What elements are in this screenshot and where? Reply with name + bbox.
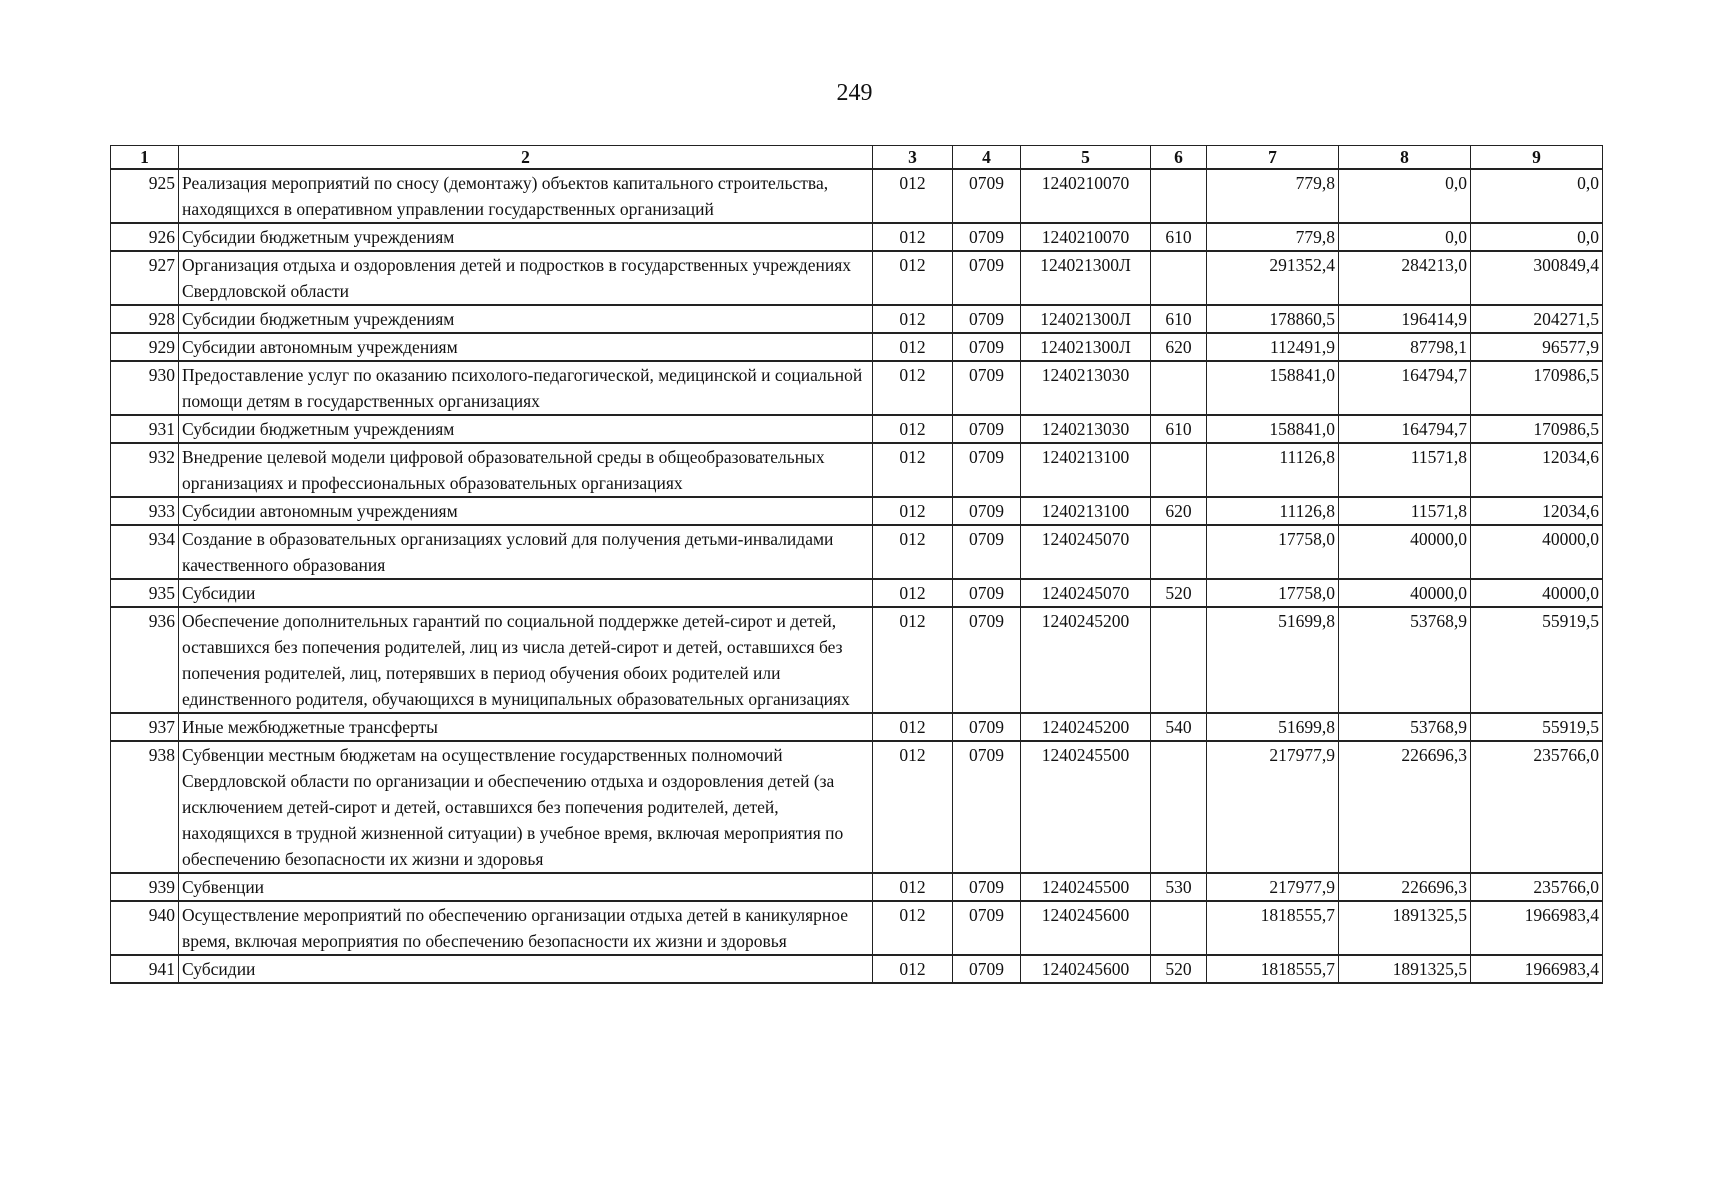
cell-expense-type: 620	[1151, 497, 1207, 525]
cell-expense-type	[1151, 169, 1207, 223]
cell-chapter: 012	[873, 873, 953, 901]
cell-section: 0709	[953, 415, 1021, 443]
cell-target-article: 124021300Л	[1021, 251, 1151, 305]
row-name: Субсидии бюджетным учреждениям	[179, 305, 873, 333]
row-number: 937	[111, 713, 179, 741]
budget-table	[110, 145, 1603, 984]
cell-target-article: 1240213100	[1021, 443, 1151, 497]
cell-amount-7: 291352,4	[1207, 251, 1339, 305]
header-row	[111, 146, 1603, 170]
cell-amount-7: 158841,0	[1207, 415, 1339, 443]
cell-amount-7: 178860,5	[1207, 305, 1339, 333]
cell-section: 0709	[953, 251, 1021, 305]
cell-target-article: 1240245200	[1021, 713, 1151, 741]
cell-section: 0709	[953, 361, 1021, 415]
table-row	[111, 361, 1603, 415]
row-name: Реализация мероприятий по сносу (демонтажу) объектов капитального строительства, находящихся в оперативном управлении государственных организаций	[179, 169, 873, 223]
cell-amount-9: 40000,0	[1471, 579, 1603, 607]
row-name: Организация отдыха и оздоровления детей и подростков в государственных учреждениях Свердловской области	[179, 251, 873, 305]
row-number: 930	[111, 361, 179, 415]
cell-amount-7: 779,8	[1207, 169, 1339, 223]
cell-expense-type	[1151, 361, 1207, 415]
cell-expense-type: 610	[1151, 223, 1207, 251]
table-body	[111, 169, 1603, 983]
cell-chapter: 012	[873, 713, 953, 741]
row-name: Иные межбюджетные трансферты	[179, 713, 873, 741]
cell-amount-9: 12034,6	[1471, 497, 1603, 525]
cell-amount-9: 1966983,4	[1471, 955, 1603, 983]
row-number: 929	[111, 333, 179, 361]
col-header-4: 4	[953, 146, 1021, 170]
cell-section: 0709	[953, 305, 1021, 333]
cell-amount-8: 87798,1	[1339, 333, 1471, 361]
row-number: 925	[111, 169, 179, 223]
cell-target-article: 1240213030	[1021, 415, 1151, 443]
cell-section: 0709	[953, 607, 1021, 713]
cell-expense-type	[1151, 607, 1207, 713]
cell-chapter: 012	[873, 579, 953, 607]
col-header-6: 6	[1151, 146, 1207, 170]
cell-target-article: 1240245070	[1021, 525, 1151, 579]
cell-target-article: 1240210070	[1021, 223, 1151, 251]
row-name: Субсидии бюджетным учреждениям	[179, 223, 873, 251]
col-header-9: 9	[1471, 146, 1603, 170]
cell-amount-8: 11571,8	[1339, 443, 1471, 497]
cell-amount-7: 11126,8	[1207, 497, 1339, 525]
cell-amount-9: 235766,0	[1471, 741, 1603, 873]
cell-amount-7: 17758,0	[1207, 525, 1339, 579]
cell-amount-7: 217977,9	[1207, 873, 1339, 901]
table-row	[111, 443, 1603, 497]
row-number: 940	[111, 901, 179, 955]
row-name: Обеспечение дополнительных гарантий по социальной поддержке детей-сирот и детей, оставшихся без попечения родителей, лиц из числа детей-сирот и детей, оставшихся без попечения родителей, лиц, потерявших в период обучения обоих родителей или единственного родителя, обучающихся в муниципальных образовательных организациях	[179, 607, 873, 713]
cell-chapter: 012	[873, 607, 953, 713]
cell-amount-9: 12034,6	[1471, 443, 1603, 497]
cell-target-article: 1240213030	[1021, 361, 1151, 415]
row-name: Субсидии бюджетным учреждениям	[179, 415, 873, 443]
cell-chapter: 012	[873, 741, 953, 873]
cell-section: 0709	[953, 713, 1021, 741]
cell-amount-9: 204271,5	[1471, 305, 1603, 333]
table-row	[111, 525, 1603, 579]
cell-amount-7: 1818555,7	[1207, 901, 1339, 955]
cell-chapter: 012	[873, 305, 953, 333]
cell-section: 0709	[953, 901, 1021, 955]
cell-section: 0709	[953, 169, 1021, 223]
table-row	[111, 607, 1603, 713]
table-header	[111, 146, 1603, 170]
cell-amount-8: 40000,0	[1339, 525, 1471, 579]
table-row	[111, 901, 1603, 955]
col-header-1: 1	[111, 146, 179, 170]
row-name: Предоставление услуг по оказанию психолого-педагогической, медицинской и социальной помощи детям в государственных организациях	[179, 361, 873, 415]
cell-chapter: 012	[873, 361, 953, 415]
cell-amount-8: 284213,0	[1339, 251, 1471, 305]
table-row	[111, 223, 1603, 251]
cell-amount-8: 11571,8	[1339, 497, 1471, 525]
cell-amount-9: 55919,5	[1471, 713, 1603, 741]
col-header-3: 3	[873, 146, 953, 170]
cell-section: 0709	[953, 579, 1021, 607]
cell-amount-7: 17758,0	[1207, 579, 1339, 607]
table-row	[111, 333, 1603, 361]
table-row	[111, 497, 1603, 525]
cell-expense-type: 610	[1151, 305, 1207, 333]
cell-section: 0709	[953, 955, 1021, 983]
row-number: 934	[111, 525, 179, 579]
row-number: 939	[111, 873, 179, 901]
cell-amount-7: 112491,9	[1207, 333, 1339, 361]
cell-expense-type: 520	[1151, 955, 1207, 983]
cell-section: 0709	[953, 741, 1021, 873]
cell-section: 0709	[953, 333, 1021, 361]
cell-expense-type	[1151, 251, 1207, 305]
cell-amount-8: 226696,3	[1339, 873, 1471, 901]
cell-amount-9: 0,0	[1471, 223, 1603, 251]
table-row	[111, 169, 1603, 223]
col-header-8: 8	[1339, 146, 1471, 170]
cell-expense-type: 530	[1151, 873, 1207, 901]
row-name: Субсидии автономным учреждениям	[179, 333, 873, 361]
cell-amount-8: 1891325,5	[1339, 901, 1471, 955]
page-number: 249	[836, 80, 873, 106]
row-name: Осуществление мероприятий по обеспечению организации отдыха детей в каникулярное время, включая мероприятия по обеспечению безопасности их жизни и здоровья	[179, 901, 873, 955]
cell-expense-type	[1151, 525, 1207, 579]
cell-amount-7: 51699,8	[1207, 607, 1339, 713]
cell-amount-8: 196414,9	[1339, 305, 1471, 333]
cell-amount-7: 11126,8	[1207, 443, 1339, 497]
table-row	[111, 251, 1603, 305]
cell-amount-8: 164794,7	[1339, 361, 1471, 415]
table-row	[111, 415, 1603, 443]
cell-amount-7: 1818555,7	[1207, 955, 1339, 983]
cell-section: 0709	[953, 223, 1021, 251]
row-number: 932	[111, 443, 179, 497]
row-name: Субсидии автономным учреждениям	[179, 497, 873, 525]
cell-chapter: 012	[873, 169, 953, 223]
row-number: 933	[111, 497, 179, 525]
table-row	[111, 741, 1603, 873]
cell-section: 0709	[953, 873, 1021, 901]
cell-expense-type	[1151, 741, 1207, 873]
cell-chapter: 012	[873, 525, 953, 579]
table-row	[111, 713, 1603, 741]
cell-chapter: 012	[873, 497, 953, 525]
row-number: 941	[111, 955, 179, 983]
cell-amount-8: 0,0	[1339, 169, 1471, 223]
col-header-2: 2	[179, 146, 873, 170]
cell-target-article: 1240245600	[1021, 901, 1151, 955]
cell-amount-7: 217977,9	[1207, 741, 1339, 873]
cell-chapter: 012	[873, 443, 953, 497]
cell-amount-7: 158841,0	[1207, 361, 1339, 415]
row-number: 927	[111, 251, 179, 305]
cell-target-article: 1240210070	[1021, 169, 1151, 223]
row-number: 935	[111, 579, 179, 607]
col-header-5: 5	[1021, 146, 1151, 170]
cell-expense-type	[1151, 901, 1207, 955]
row-number: 926	[111, 223, 179, 251]
cell-section: 0709	[953, 497, 1021, 525]
cell-target-article: 1240245600	[1021, 955, 1151, 983]
cell-target-article: 1240245200	[1021, 607, 1151, 713]
row-name: Субсидии	[179, 579, 873, 607]
table-row	[111, 305, 1603, 333]
cell-amount-9: 1966983,4	[1471, 901, 1603, 955]
col-header-7: 7	[1207, 146, 1339, 170]
row-number: 936	[111, 607, 179, 713]
cell-expense-type: 620	[1151, 333, 1207, 361]
cell-target-article: 1240245070	[1021, 579, 1151, 607]
cell-amount-7: 51699,8	[1207, 713, 1339, 741]
cell-amount-9: 40000,0	[1471, 525, 1603, 579]
row-name: Внедрение целевой модели цифровой образовательной среды в общеобразовательных организациях и профессиональных образовательных организациях	[179, 443, 873, 497]
cell-chapter: 012	[873, 955, 953, 983]
table-row	[111, 579, 1603, 607]
row-name: Создание в образовательных организациях условий для получения детьми-инвалидами качественного образования	[179, 525, 873, 579]
cell-chapter: 012	[873, 333, 953, 361]
cell-amount-8: 0,0	[1339, 223, 1471, 251]
cell-amount-8: 164794,7	[1339, 415, 1471, 443]
cell-chapter: 012	[873, 251, 953, 305]
row-number: 928	[111, 305, 179, 333]
cell-amount-7: 779,8	[1207, 223, 1339, 251]
cell-target-article: 124021300Л	[1021, 305, 1151, 333]
cell-target-article: 1240213100	[1021, 497, 1151, 525]
cell-amount-9: 170986,5	[1471, 415, 1603, 443]
cell-amount-9: 0,0	[1471, 169, 1603, 223]
cell-amount-8: 40000,0	[1339, 579, 1471, 607]
cell-amount-9: 300849,4	[1471, 251, 1603, 305]
cell-expense-type: 540	[1151, 713, 1207, 741]
row-number: 931	[111, 415, 179, 443]
cell-amount-9: 96577,9	[1471, 333, 1603, 361]
cell-chapter: 012	[873, 415, 953, 443]
cell-target-article: 1240245500	[1021, 741, 1151, 873]
cell-expense-type: 610	[1151, 415, 1207, 443]
cell-amount-8: 53768,9	[1339, 713, 1471, 741]
cell-amount-9: 55919,5	[1471, 607, 1603, 713]
row-name: Субвенции	[179, 873, 873, 901]
row-number: 938	[111, 741, 179, 873]
cell-amount-9: 235766,0	[1471, 873, 1603, 901]
table-row	[111, 873, 1603, 901]
cell-section: 0709	[953, 525, 1021, 579]
cell-amount-8: 226696,3	[1339, 741, 1471, 873]
cell-expense-type: 520	[1151, 579, 1207, 607]
cell-amount-8: 1891325,5	[1339, 955, 1471, 983]
cell-amount-8: 53768,9	[1339, 607, 1471, 713]
cell-expense-type	[1151, 443, 1207, 497]
cell-target-article: 124021300Л	[1021, 333, 1151, 361]
row-name: Субвенции местным бюджетам на осуществление государственных полномочий Свердловской области по организации и обеспечению отдыха и оздоровления детей (за исключением детей-сирот и детей, оставшихся без попечения родителей, детей, находящихся в трудной жизненной ситуации) в учебное время, включая мероприятия по обеспечению безопасности их жизни и здоровья	[179, 741, 873, 873]
cell-chapter: 012	[873, 901, 953, 955]
cell-amount-9: 170986,5	[1471, 361, 1603, 415]
row-name: Субсидии	[179, 955, 873, 983]
table-row	[111, 955, 1603, 983]
cell-section: 0709	[953, 443, 1021, 497]
cell-chapter: 012	[873, 223, 953, 251]
cell-target-article: 1240245500	[1021, 873, 1151, 901]
